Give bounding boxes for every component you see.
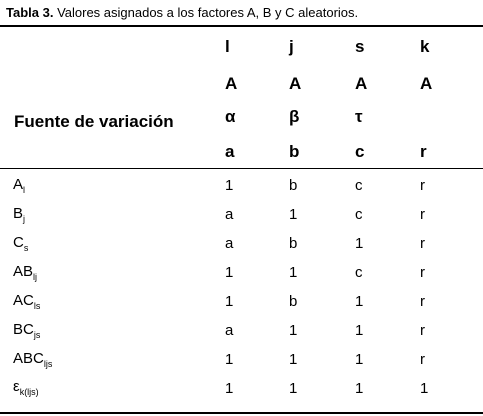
- table-cell: r: [420, 235, 425, 252]
- table-cell: a: [225, 235, 234, 252]
- table-cell: r: [420, 351, 425, 368]
- table-cell: 1: [289, 322, 298, 339]
- top-rule: [0, 25, 483, 27]
- caption-text: Valores asignados a los factores A, B y C aleatorios.: [53, 5, 359, 20]
- table-cell: 1: [355, 351, 364, 368]
- table-cell: b: [289, 177, 298, 194]
- header-cell: c: [355, 142, 365, 161]
- table-cell: r: [420, 206, 425, 223]
- header-cell: j: [289, 37, 294, 56]
- header-cell: A: [355, 74, 368, 93]
- table-cell: 1: [355, 380, 364, 397]
- table-cell: 1: [289, 351, 298, 368]
- header-cell: A: [225, 74, 238, 93]
- table-cell: b: [289, 293, 298, 310]
- source-name: $AC_{ls}$: [13, 292, 41, 311]
- table-cell: c: [355, 177, 363, 194]
- table-cell: c: [355, 206, 363, 223]
- header-cell: k: [420, 37, 430, 56]
- source-name: $C_s$: [13, 234, 29, 253]
- table-caption: [6, 5, 358, 20]
- source-name: $B_j$: [13, 205, 26, 224]
- bottom-rule: [0, 412, 483, 414]
- table-cell: 1: [289, 206, 298, 223]
- source-name: $BC_{js}$: [13, 321, 41, 340]
- header-rule: [0, 168, 483, 169]
- caption-label: Tabla 3.: [6, 5, 54, 20]
- table-cell: 1: [225, 351, 234, 368]
- source-name: $AB_{lj}$: [13, 263, 38, 282]
- table-cell: 1: [225, 380, 234, 397]
- header-cell: τ: [355, 107, 363, 126]
- header-cell: l: [225, 37, 230, 56]
- table-cell: 1: [289, 264, 298, 281]
- header-cell: s: [355, 37, 365, 56]
- table-cell: r: [420, 322, 425, 339]
- table-cell: 1: [420, 380, 429, 397]
- table-cell: c: [355, 264, 363, 281]
- source-name: $A_l$: [13, 176, 26, 195]
- table-cell: 1: [225, 264, 234, 281]
- table-cell: 1: [225, 177, 234, 194]
- source-name: $ABC_{ljs}$: [13, 350, 53, 369]
- table-cell: 1: [355, 322, 364, 339]
- table-cell: b: [289, 235, 298, 252]
- source-header: Fuente de variación: [14, 112, 174, 131]
- header-cell: A: [289, 74, 302, 93]
- table-cell: r: [420, 177, 425, 194]
- table-cell: 1: [355, 235, 364, 252]
- table-cell: a: [225, 206, 234, 223]
- header-cell: b: [289, 142, 300, 161]
- table-cell: r: [420, 264, 425, 281]
- header-cell: α: [225, 107, 236, 126]
- header-cell: A: [420, 74, 433, 93]
- header-cell: a: [225, 142, 235, 161]
- header-cell: r: [420, 142, 427, 161]
- table-cell: 1: [225, 293, 234, 310]
- table-cell: r: [420, 293, 425, 310]
- table-cell: a: [225, 322, 234, 339]
- header-cell: β: [289, 107, 300, 126]
- source-name: $\varepsilon_{k(ljs)}$: [13, 378, 39, 397]
- table-cell: 1: [355, 293, 364, 310]
- table-cell: 1: [289, 380, 298, 397]
